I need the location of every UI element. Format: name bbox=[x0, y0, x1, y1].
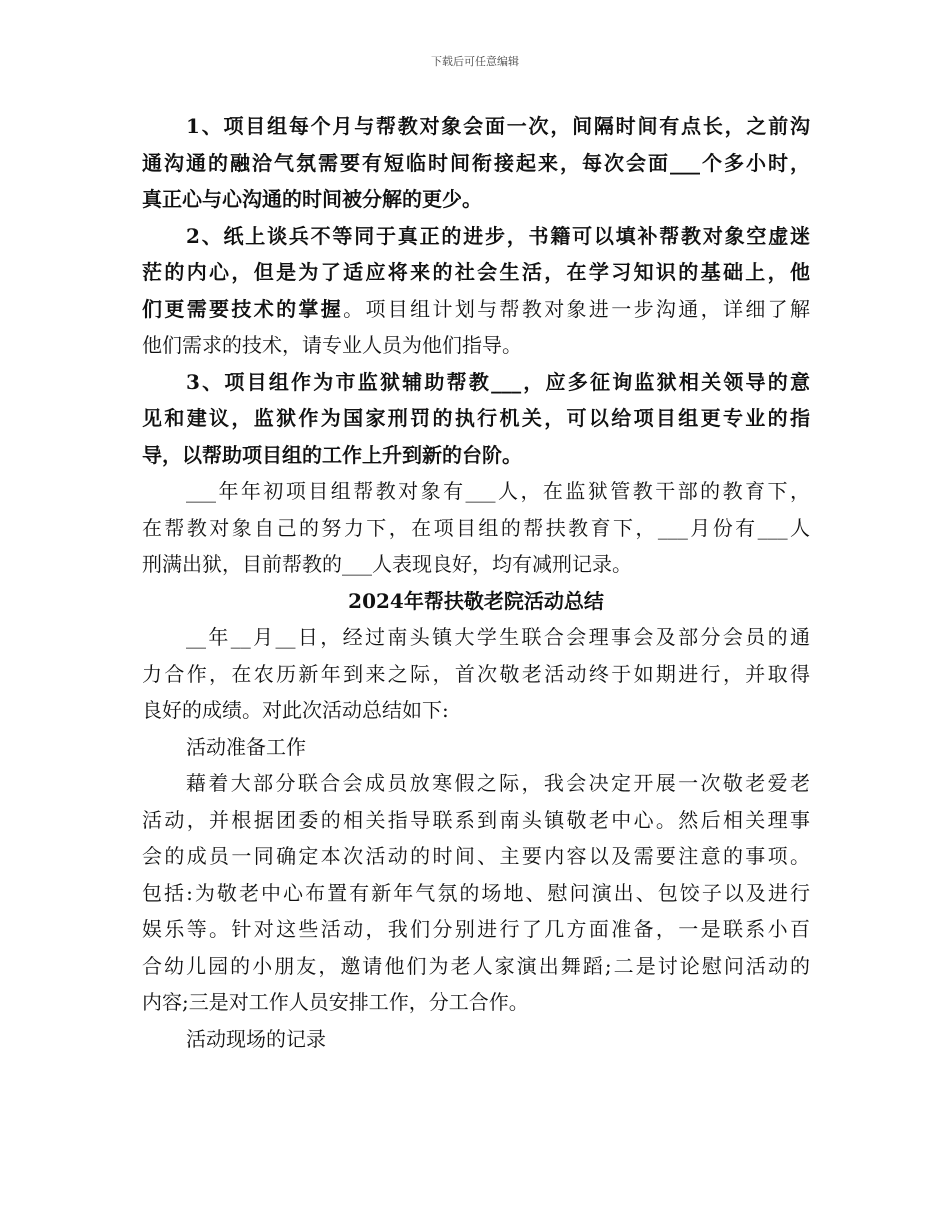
text-line: 会的成员一同确定本次活动的时间、主要内容以及需要注意的事项。 bbox=[142, 844, 810, 868]
text-line: 3、项目组作为市监狱辅助帮教___，应多征询监狱相关领导的意 bbox=[186, 369, 810, 394]
text-line: 藉着大部分联合会成员放寒假之际，我会决定开展一次敬老爱老 bbox=[186, 771, 810, 795]
paragraph-1 bbox=[142, 108, 810, 218]
text-line: 娱乐等。针对这些活动，我们分别进行了几方面准备，一是联系小百 bbox=[142, 917, 810, 941]
text-line: 茫的内心，但是为了适应将来的社会生活，在学习知识的基础上，他 bbox=[142, 260, 810, 284]
text-line: 1、项目组每个月与帮教对象会面一次，间隔时间有点长，之前沟 bbox=[186, 114, 810, 138]
text-line: 内容;三是对工作人员安排工作，分工合作。 bbox=[142, 990, 529, 1014]
text-line: 力合作，在农历新年到来之际，首次敬老活动终于如期进行，并取得 bbox=[142, 661, 810, 686]
subheading-onsite-record: 活动现场的记录 bbox=[186, 1026, 326, 1051]
subheading-preparation: 活动准备工作 bbox=[186, 734, 306, 759]
text-line: 真正心与心沟通的时间被分解的更少。 bbox=[142, 187, 482, 211]
paragraph-4 bbox=[142, 473, 810, 583]
normal-text-run: 。项目组计划与帮教对象进一步沟通，详细了解 bbox=[343, 296, 811, 321]
paragraph-2 bbox=[142, 218, 810, 364]
text-line: ___年年初项目组帮教对象有___人，在监狱管教干部的教育下， bbox=[186, 479, 810, 503]
paragraph-3 bbox=[142, 364, 810, 474]
text-line: 刑满出狱，目前帮教的___人表现良好，均有减刑记录。 bbox=[142, 552, 632, 576]
text-line: __年__月__日，经过南头镇大学生联合会理事会及部分会员的通 bbox=[186, 625, 810, 649]
page-header: 下载后可任意编辑 bbox=[431, 55, 519, 68]
text-line: 导，以帮助项目组的工作上升到新的台阶。 bbox=[142, 442, 522, 467]
text-line: 包括:为敬老中心布置有新年气氛的场地、慰问演出、包饺子以及进行 bbox=[142, 880, 810, 905]
paragraph-5 bbox=[142, 619, 810, 729]
text-line: 活动，并根据团委的相关指导联系到南头镇敬老中心。然后相关理事 bbox=[142, 807, 810, 832]
text-line-mixed bbox=[142, 291, 810, 328]
text-line: 通沟通的融洽气氛需要有短临时间衔接起来，每次会面___个多小时， bbox=[142, 150, 810, 175]
text-line: 合幼儿园的小朋友，邀请他们为老人家演出舞蹈;二是讨论慰问活动的 bbox=[142, 953, 810, 978]
document-body bbox=[142, 108, 810, 1057]
bold-text-run: 们更需要技术的掌握 bbox=[142, 296, 344, 321]
text-line: 他们需求的技术，请专业人员为他们指导。 bbox=[142, 333, 522, 357]
section-title: 2024年帮扶敬老院活动总结 bbox=[348, 588, 604, 613]
paragraph-6 bbox=[142, 765, 810, 1021]
text-line: 在帮教对象自己的努力下，在项目组的帮扶教育下，___月份有___人 bbox=[142, 515, 810, 540]
text-line: 2、纸上谈兵不等同于真正的进步，书籍可以填补帮教对象空虚迷 bbox=[186, 223, 810, 248]
text-line: 见和建议，监狱作为国家刑罚的执行机关，可以给项目组更专业的指 bbox=[142, 406, 810, 430]
text-line: 良好的成绩。对此次活动总结如下: bbox=[142, 698, 449, 722]
